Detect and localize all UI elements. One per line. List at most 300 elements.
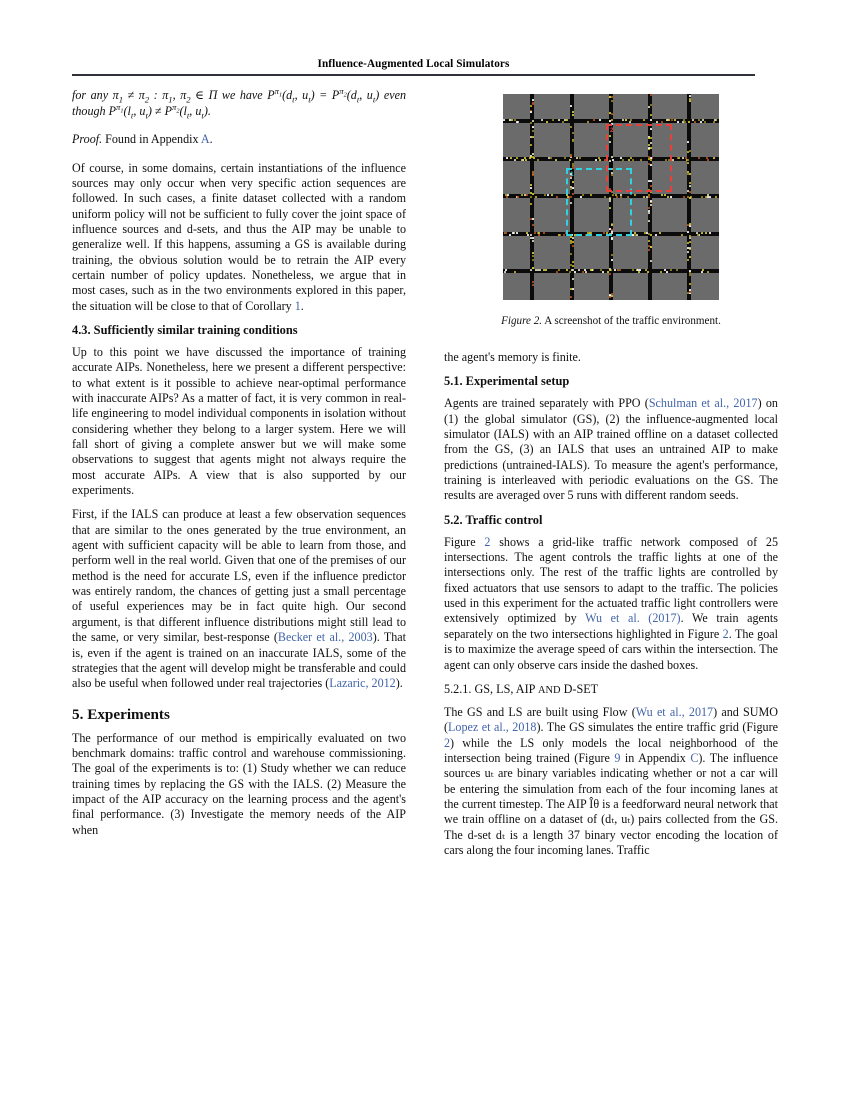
car-marker (659, 232, 661, 234)
car-marker (527, 234, 529, 236)
car-marker (648, 194, 650, 196)
car-marker (687, 159, 689, 161)
car-marker (670, 196, 672, 198)
paragraph-up-to-this-point: Up to this point we have discussed the importance of training accurate AIPs. Nonetheless, here we present a different perspective: to what extent is it possible to achieve near-optimal performance with inaccurate AIPs? As a matter of fact, it is very common in real-life engineering to model individual components in isolation without considering whether they belong to a larger system. Here we will fall short of giving a complete answer but we will make some observations to suggest that agents might not always require the most accurate AIPs. A view that is also supported by our experiments. (72, 344, 406, 498)
car-marker (614, 269, 616, 271)
section-heading-4-3: 4.3. Sufficiently similar training conditions (72, 322, 298, 337)
car-marker (648, 249, 650, 251)
paragraph-3-part-c: ). (395, 676, 403, 691)
car-marker (579, 157, 581, 159)
appendix-a-link[interactable]: A (200, 132, 210, 147)
running-title: Influence-Augmented Local Simulators (317, 58, 510, 70)
car-marker (564, 157, 566, 159)
car-marker (687, 259, 689, 261)
r-paragraph-3-a: The GS and LS are built using Flow ( (444, 704, 636, 719)
car-marker (532, 284, 534, 286)
car-marker (530, 203, 532, 205)
car-marker (572, 165, 574, 167)
r-paragraph-1-a: Agents are trained separately with PPO ( (444, 396, 649, 411)
car-marker (569, 159, 571, 161)
car-marker (648, 233, 650, 235)
car-marker (532, 126, 534, 128)
car-marker (609, 273, 611, 275)
car-marker (639, 269, 641, 271)
car-marker (705, 232, 707, 234)
car-marker (689, 291, 691, 293)
car-marker (611, 119, 613, 121)
car-marker (609, 120, 611, 122)
car-marker (609, 296, 611, 298)
car-marker (572, 278, 574, 280)
car-marker (532, 237, 534, 239)
selection-box-label-1: 1 (570, 171, 574, 178)
car-marker (644, 232, 646, 234)
car-marker (552, 119, 554, 121)
two-column-body (72, 85, 779, 1018)
car-marker (611, 254, 613, 256)
car-marker (622, 119, 624, 121)
car-marker (625, 119, 627, 121)
car-marker (514, 119, 516, 121)
car-marker (572, 140, 574, 142)
car-marker (572, 114, 574, 116)
car-marker (504, 271, 506, 273)
car-marker (674, 119, 676, 121)
car-marker (694, 121, 696, 123)
car-marker (632, 269, 634, 271)
car-marker (530, 136, 532, 138)
car-marker (530, 122, 532, 124)
car-marker (704, 121, 706, 123)
car-marker (689, 197, 691, 199)
car-marker (689, 100, 691, 102)
car-marker (551, 194, 553, 196)
car-marker (509, 234, 511, 236)
lopez-2018-link[interactable]: Lopez et al., 2018 (448, 720, 537, 735)
car-marker (634, 194, 636, 196)
car-marker (530, 196, 532, 198)
car-marker (570, 105, 572, 107)
car-marker (619, 269, 621, 271)
car-marker (566, 269, 568, 271)
car-marker (532, 120, 534, 122)
car-marker (706, 157, 708, 159)
car-marker (576, 157, 578, 159)
car-marker (687, 173, 689, 175)
car-marker (562, 121, 564, 123)
car-marker (636, 234, 638, 236)
section-heading-5-experiments: 5. Experiments (72, 705, 170, 723)
car-marker (572, 288, 574, 290)
car-marker (650, 234, 652, 236)
subsub-smallcaps-and: AND (538, 684, 561, 696)
car-marker (556, 196, 558, 198)
car-marker (700, 121, 702, 123)
car-marker (678, 157, 680, 159)
car-marker (689, 225, 691, 227)
car-marker (692, 119, 694, 121)
car-marker (707, 271, 709, 273)
car-marker (689, 191, 691, 193)
car-marker (517, 196, 519, 198)
selection-box-label-2: 2 (610, 127, 614, 134)
car-marker (543, 232, 545, 234)
car-marker (550, 157, 552, 159)
car-marker (688, 121, 690, 123)
car-marker (532, 281, 534, 283)
car-marker (648, 196, 650, 198)
car-marker (547, 194, 549, 196)
car-marker (697, 234, 699, 236)
car-marker (689, 95, 691, 97)
car-marker (521, 194, 523, 196)
left-column (72, 85, 406, 1018)
car-marker (687, 171, 689, 173)
car-marker (656, 121, 658, 123)
r-paragraph-1-b: ) on (1) the global simulator (GS), (2) the influence-augmented local simulator (IALS) with an AIP trained offline on a dataset collected from the GS, (3) an IALS that uses an untrained AIP to make predictions (untrained-IALS). To measure the agent's performance, training is interleaved with periodic evaluations on the GS. The results are averaged over 5 runs with different random seeds. (444, 396, 778, 503)
car-marker (648, 240, 650, 242)
subsub-main-2: D-SET (563, 681, 599, 696)
car-marker (600, 269, 602, 271)
car-marker (505, 269, 507, 271)
appendix-c-link[interactable]: C (690, 750, 699, 765)
car-marker (532, 103, 534, 105)
car-marker (569, 271, 571, 273)
car-marker (646, 232, 648, 234)
equation-lead-text: for any $\pi_1 \ne \pi_2$ : $\pi_1$, $\pi_2$ ∈ Π we have $P^{\pi_1}(d_t$, $u_t) = P^{\pi_2}(d_t$, $u_t$) even though $P^{\pi_1}(l_t$, $u_t) \ne P^{\pi_2}(l_t$, $u_t$). (72, 85, 406, 120)
car-marker (566, 119, 568, 121)
car-marker (684, 121, 686, 123)
car-marker (593, 119, 595, 121)
car-marker (532, 99, 534, 101)
car-marker (572, 245, 574, 247)
car-marker (572, 265, 574, 267)
car-marker (555, 159, 557, 161)
car-marker (570, 126, 572, 128)
car-marker (611, 237, 613, 239)
r-paragraph-3-e: in Appendix (624, 750, 686, 765)
car-marker (689, 270, 691, 272)
car-marker (664, 269, 666, 271)
car-marker (572, 111, 574, 113)
car-marker (650, 246, 652, 248)
car-marker (532, 156, 534, 158)
car-marker (571, 269, 573, 271)
proof-label: Proof. (72, 132, 103, 147)
car-marker (655, 234, 657, 236)
car-marker (558, 119, 560, 121)
car-marker (667, 196, 669, 198)
car-marker (534, 232, 536, 234)
car-marker (602, 271, 604, 273)
car-marker (611, 293, 613, 295)
car-marker (532, 172, 534, 174)
car-marker (570, 253, 572, 255)
car-marker (648, 207, 650, 209)
car-marker (532, 240, 534, 242)
figure-9-ref-link[interactable]: 9 (614, 750, 621, 765)
figure-2-label: Figure 2. (501, 315, 543, 327)
car-marker (683, 119, 685, 121)
car-marker (532, 136, 534, 138)
car-marker (514, 159, 516, 161)
car-marker (595, 159, 597, 161)
car-marker (682, 157, 684, 159)
becker-2003-link[interactable]: Becker et al., 2003 (277, 630, 373, 645)
car-marker (558, 269, 560, 271)
car-marker (570, 288, 572, 290)
car-marker (701, 271, 703, 273)
car-marker (611, 259, 613, 261)
car-marker (574, 271, 576, 273)
car-marker (570, 236, 572, 238)
car-marker (530, 234, 532, 236)
car-marker (572, 132, 574, 134)
section-heading-5-2-1 (444, 682, 778, 698)
selection-box-2 (606, 124, 672, 192)
car-marker (701, 196, 703, 198)
paragraph-gs-ls-built (444, 705, 778, 858)
car-marker (609, 269, 611, 271)
proof-text: Found in Appendix (105, 132, 199, 147)
car-marker (556, 271, 558, 273)
r-paragraph-2-d: . The goal is to maximize the average speed of cars within the intersection. The agent can only observe cars inside the dashed boxes. (444, 626, 779, 672)
car-marker (643, 196, 645, 198)
car-marker (564, 119, 566, 121)
r-paragraph-2-c: . We train agents separately on the two intersections highlighted in Figure (444, 611, 778, 641)
corollary-1-link[interactable]: 1 (294, 298, 301, 313)
figure-2-ref-link-3[interactable]: 2 (444, 735, 451, 750)
car-marker (689, 185, 691, 187)
car-marker (611, 96, 613, 98)
car-marker (683, 196, 685, 198)
car-marker (541, 119, 543, 121)
car-marker (689, 98, 691, 100)
figure-2 (444, 94, 778, 328)
car-marker (643, 119, 645, 121)
car-marker (707, 159, 709, 161)
car-marker (634, 232, 636, 234)
car-marker (676, 269, 678, 271)
car-marker (532, 259, 534, 261)
car-marker (572, 237, 574, 239)
car-marker (530, 111, 532, 113)
car-marker (698, 119, 700, 121)
car-marker (687, 162, 689, 164)
car-marker (537, 159, 539, 161)
car-marker (689, 182, 691, 184)
car-marker (530, 144, 532, 146)
car-marker (689, 150, 691, 152)
car-marker (578, 269, 580, 271)
paragraph-first-if-the-ials (72, 507, 406, 691)
car-marker (689, 283, 691, 285)
car-marker (677, 121, 679, 123)
wu-2017-link-2[interactable]: Wu et al., 2017 (635, 704, 714, 719)
car-marker (687, 151, 689, 153)
car-marker (590, 269, 592, 271)
car-marker (512, 232, 514, 234)
figure-2-ref-link-2[interactable]: 2 (722, 626, 729, 641)
car-marker (506, 157, 508, 159)
header-rule (72, 74, 755, 76)
subsub-main-1: 5.2.1. GS, LS, AIP (444, 681, 535, 696)
car-marker (707, 196, 709, 198)
car-marker (671, 119, 673, 121)
car-marker (532, 224, 534, 226)
car-marker (689, 256, 691, 258)
paragraph-of-course (72, 161, 406, 314)
figure-2-caption (444, 314, 778, 328)
car-marker (514, 271, 516, 273)
car-marker (687, 242, 689, 244)
car-marker (709, 196, 711, 198)
car-marker (713, 121, 715, 123)
car-marker (650, 260, 652, 262)
proof-line: Proof. Found in Appendix A. (72, 132, 213, 147)
car-marker (532, 252, 534, 254)
car-marker (599, 159, 601, 161)
paragraph-1-end: . (300, 298, 304, 313)
car-marker (539, 269, 541, 271)
car-marker (650, 104, 652, 106)
car-marker (521, 159, 523, 161)
lazaric-2012-link[interactable]: Lazaric, 2012 (329, 676, 396, 691)
car-marker (530, 187, 532, 189)
traffic-grid-image (503, 94, 719, 300)
car-marker (687, 231, 689, 233)
car-marker (607, 271, 609, 273)
car-marker (687, 141, 689, 143)
car-marker (648, 220, 650, 222)
car-marker (545, 269, 547, 271)
car-marker (530, 184, 532, 186)
car-marker (598, 157, 600, 159)
car-marker (689, 274, 691, 276)
car-marker (503, 119, 505, 121)
car-marker (526, 194, 528, 196)
car-marker (511, 119, 513, 121)
page-header (72, 58, 755, 76)
wu-2017-link[interactable]: Wu et al. (2017) (585, 611, 681, 626)
car-marker (530, 156, 532, 158)
section-heading-5-1: 5.1. Experimental setup (444, 374, 570, 389)
car-marker (538, 234, 540, 236)
car-marker (532, 267, 534, 269)
car-marker (611, 113, 613, 115)
car-marker (532, 130, 534, 132)
car-marker (532, 193, 534, 195)
car-marker (661, 194, 663, 196)
car-marker (689, 289, 691, 291)
car-marker (650, 114, 652, 116)
car-marker (516, 232, 518, 234)
car-marker (689, 237, 691, 239)
car-marker (670, 269, 672, 271)
car-marker (660, 271, 662, 273)
car-marker (664, 194, 666, 196)
car-marker (666, 271, 668, 273)
paragraph-agents-trained (444, 396, 778, 503)
section-heading-5-2: 5.2. Traffic control (444, 512, 543, 527)
paragraph-1-text: Of course, in some domains, certain instantiations of the influence sources may only occur when very specific action sequences are followed. In such cases, a finite dataset collected with a random uniform policy will not be sufficient to fully cover the joint space of influence sources and d-sets, and thus the AIP may be unable to generalize well. If this happens, assuming a GS is available during training, the obvious solution would be to retrain the AIP every certain number of policy updates. Nonetheless, we argue that in most cases, such as in the two environments explored in this paper, the situation will be close to that of Corollary (72, 160, 406, 313)
car-marker (516, 157, 518, 159)
car-marker (611, 295, 613, 297)
r-paragraph-3-c: ). The GS simulates the entire traffic grid (Figure (536, 720, 779, 735)
car-marker (587, 121, 589, 123)
schulman-2017-link[interactable]: Schulman et al., 2017 (648, 396, 758, 411)
car-marker (530, 105, 532, 107)
car-marker (572, 163, 574, 165)
car-marker (505, 232, 507, 234)
car-marker (529, 157, 531, 159)
car-marker (714, 119, 716, 121)
figure-2-caption-text: A screenshot of the traffic environment. (544, 315, 721, 327)
car-marker (538, 232, 540, 234)
car-marker (532, 218, 534, 220)
car-marker (650, 204, 652, 206)
figure-2-ref-link[interactable]: 2 (484, 534, 491, 549)
car-marker (689, 173, 691, 175)
car-marker (582, 271, 584, 273)
r-paragraph-2-a: Figure (444, 534, 476, 549)
r-paragraph-2-b: shows a grid-like traffic network composed of 25 intersections. The agent controls the traffic lights at one of the intersections only. The rest of the traffic lights are controlled by fixed actuators that use sensors to adapt to the traffic. The policies used in this experiment for the actuated traffic light controllers were extensively optimized by (444, 534, 778, 626)
car-marker (532, 153, 534, 155)
car-marker (563, 234, 565, 236)
car-marker (650, 119, 652, 121)
car-marker (689, 247, 691, 249)
car-marker (599, 119, 601, 121)
car-marker (672, 159, 674, 161)
car-marker (535, 196, 537, 198)
car-marker (709, 232, 711, 234)
r-paragraph-3-b: ) and SUMO ( (444, 704, 779, 735)
car-marker (698, 157, 700, 159)
car-marker (572, 241, 574, 243)
car-marker (585, 271, 587, 273)
car-marker (544, 194, 546, 196)
car-marker (647, 271, 649, 273)
car-marker (646, 196, 648, 198)
car-marker (648, 212, 650, 214)
paragraph-traffic-network (444, 535, 778, 673)
car-marker (650, 200, 652, 202)
r-paragraph-3-f: ). The influence sources uₜ are binary variables indicating whether or not a car will be entering the simulation from each of the four incoming lanes at the current timestep. The AIP Îθ is a feedforward neural network that we train offline on a dataset of (dₜ, uₜ) pairs collected from the GS. The d-set dₜ is a length 37 binary vector encoding the location of cars along the four incoming lanes. Traffic (444, 750, 778, 857)
car-marker (516, 121, 518, 123)
car-marker (546, 121, 548, 123)
car-marker (570, 155, 572, 157)
car-marker (510, 157, 512, 159)
car-marker (609, 112, 611, 114)
car-marker (611, 100, 613, 102)
car-marker (617, 269, 619, 271)
paragraph-performance-evaluated: The performance of our method is empirically evaluated on two benchmark domains: traffic control and warehouse commissioning. The goal of the experiments is to: (1) Study whether we can reduce training times by replacing the GS with the IALS. (2) Measure the impact of the AIP accuracy on the learning process and the agent's final performance. (3) Investigate the memory needs of the AIP when (72, 730, 406, 837)
car-marker (701, 232, 703, 234)
paragraph-continuation: the agent's memory is finite. (444, 350, 581, 364)
paragraph-3-part-a: First, if the IALS can produce at least a few observation sequences that are similar to the ones generated by the true environment, an agent with sufficient capacity will be able to learn from those, and perform well in the real world. Given that one of the premises of our method is the need for accurate LS, even if the influence predictor was entirely random, the chances of getting just a small percentage of useful experiences may be in fact quite high. Our second argument, is that different influence distributions might still lead to the same, or very similar, best-response ( (72, 507, 406, 645)
car-marker (533, 157, 535, 159)
car-marker (681, 234, 683, 236)
car-marker (689, 241, 691, 243)
car-marker (506, 196, 508, 198)
car-marker (532, 255, 534, 257)
car-marker (715, 196, 717, 198)
paragraph-3-part-b: ). That is, even if the agent is trained on an inaccurate IALS, some of the strategies that the agent will develop might be transferable and could also be useful when followed under real trajectories ( (72, 630, 406, 691)
car-marker (650, 94, 652, 96)
right-column (444, 88, 778, 1018)
car-marker (687, 251, 689, 253)
car-marker (668, 119, 670, 121)
